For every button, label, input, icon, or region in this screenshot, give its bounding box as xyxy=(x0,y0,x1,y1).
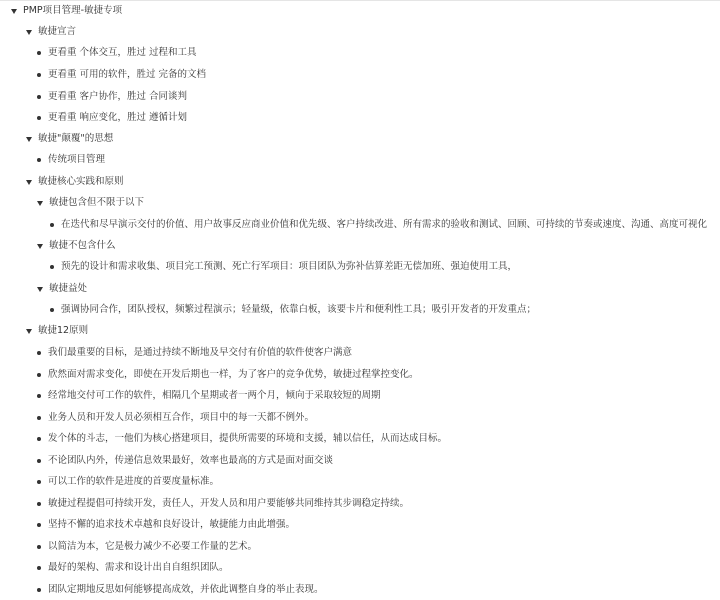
bullet-icon xyxy=(37,588,41,592)
caret-down-icon[interactable] xyxy=(11,9,17,14)
node-label: 敏捷宣言 xyxy=(38,26,77,37)
caret-down-icon[interactable] xyxy=(26,180,32,185)
caret-down-icon[interactable] xyxy=(26,137,32,142)
list-item-text: 经常地交付可工作的软件，相隔几个星期或者一两个月，倾向于采取较短的周期 xyxy=(48,390,381,401)
list-item xyxy=(37,560,229,576)
list-item-text: 坚持不懈的追求技术卓越和良好设计，敏捷能力由此增强。 xyxy=(48,519,296,530)
list-item xyxy=(37,45,197,61)
bullet-icon xyxy=(37,545,41,549)
list-item xyxy=(37,388,381,404)
caret-down-icon[interactable] xyxy=(37,244,43,249)
bullet-icon xyxy=(37,158,41,162)
list-item-text: 我们最重要的目标，是通过持续不断地及早交付有价值的软件使客户满意 xyxy=(48,347,353,358)
list-item xyxy=(37,67,206,83)
list-item-text: 团队定期地反思如何能够提高成效，并依此调整自身的举止表现。 xyxy=(48,584,324,595)
list-item-text: 欣然面对需求变化，即使在开发后期也一样，为了客户的竞争优势，敏捷过程掌控变化。 xyxy=(48,369,419,380)
list-item-text: 业务人员和开发人员必须相互合作，项目中的每一天都不例外。 xyxy=(48,412,315,423)
bullet-icon xyxy=(37,351,41,355)
list-item-text: 预先的设计和需求收集、项目完工预测、死亡行军项目：项目团队为弥补估算差距无偿加班、强迫使用工具， xyxy=(61,261,518,272)
top-divider xyxy=(0,0,720,1)
node-label: 敏捷益处 xyxy=(49,283,88,294)
bullet-icon xyxy=(37,566,41,570)
list-item-text: 更看重 客户协作，胜过 合同谈判 xyxy=(48,91,188,102)
list-item xyxy=(37,496,409,512)
outline-root[interactable] xyxy=(11,3,122,19)
caret-down-icon[interactable] xyxy=(26,30,32,35)
bullet-icon xyxy=(37,459,41,463)
outline-root-label: PMP项目管理-敏捷专项 xyxy=(23,5,123,16)
bullet-icon xyxy=(37,523,41,527)
bullet-icon xyxy=(50,223,54,227)
bullet-icon xyxy=(37,116,41,120)
list-item xyxy=(37,152,105,168)
node-label: 敏捷包含但不限于以下 xyxy=(49,197,145,208)
bullet-icon xyxy=(50,308,54,312)
bullet-icon xyxy=(37,95,41,99)
list-item-text: 更看重 响应变化，胜过 遵循计划 xyxy=(48,112,188,123)
outline-node-12-principles[interactable] xyxy=(26,323,88,339)
caret-down-icon[interactable] xyxy=(26,329,32,334)
list-item xyxy=(37,431,447,447)
list-item xyxy=(37,345,352,361)
list-item-text: 可以工作的软件是进度的首要度量标准。 xyxy=(48,476,220,487)
outline-node-core-practices[interactable] xyxy=(26,174,124,190)
outline-node-agile-manifesto[interactable] xyxy=(26,24,76,40)
list-item-text: 以简洁为本，它是极力减少不必要工作量的艺术。 xyxy=(48,541,258,552)
list-item xyxy=(50,259,517,275)
list-item-text: 在迭代和尽早演示交付的价值、用户故事反应商业价值和优先级、客户持续改进、所有需求的验收和测试、回顾、可持续的节奏或速度、沟通、高度可视化 xyxy=(61,219,708,230)
bullet-icon xyxy=(37,502,41,506)
bullet-icon xyxy=(37,73,41,77)
list-item-text: 传统项目管理 xyxy=(48,154,106,165)
bullet-icon xyxy=(37,394,41,398)
list-item-text: 强调协同合作，团队授权，频繁过程演示；轻量级，依靠白板，该要卡片和便利性工具；吸引开发者的开发重点； xyxy=(61,304,537,315)
caret-down-icon[interactable] xyxy=(37,201,43,206)
outline-node-excludes[interactable] xyxy=(37,238,116,254)
list-item xyxy=(37,367,419,383)
bullet-icon xyxy=(37,437,41,441)
list-item xyxy=(37,582,324,598)
caret-down-icon[interactable] xyxy=(37,287,43,292)
list-item xyxy=(37,474,219,490)
outline-node-includes[interactable] xyxy=(37,195,144,211)
list-item-text: 不论团队内外，传递信息效果最好，效率也最高的方式是面对面交谈 xyxy=(48,455,334,466)
list-item xyxy=(37,110,187,126)
bullet-icon xyxy=(37,51,41,55)
outline-node-benefits[interactable] xyxy=(37,281,87,297)
outline-node-agile-disruption[interactable] xyxy=(26,131,113,147)
bullet-icon xyxy=(37,416,41,420)
list-item-text: 敏捷过程提倡可持续开发，责任人，开发人员和用户要能够共同维持其步调稳定持续。 xyxy=(48,498,410,509)
list-item xyxy=(37,410,314,426)
list-item-text: 发个体的斗志，一他们为核心搭建项目，提供所需要的环境和支援，辅以信任，从而达成目标。 xyxy=(48,433,448,444)
bullet-icon xyxy=(37,480,41,484)
node-label: 敏捷12原则 xyxy=(38,325,89,336)
bullet-icon xyxy=(37,373,41,377)
node-label: 敏捷不包含什么 xyxy=(49,240,116,251)
list-item xyxy=(37,453,333,469)
list-item-text: 更看重 个体交互，胜过 过程和工具 xyxy=(48,47,197,58)
list-item-text: 最好的架构、需求和设计出自自组织团队。 xyxy=(48,562,229,573)
node-label: 敏捷"颠覆"的思想 xyxy=(38,133,114,144)
list-item-text: 更看重 可用的软件，胜过 完备的文档 xyxy=(48,69,207,80)
node-label: 敏捷核心实践和原则 xyxy=(38,176,124,187)
list-item xyxy=(37,539,257,555)
list-item xyxy=(50,302,536,318)
list-item xyxy=(37,517,295,533)
bullet-icon xyxy=(50,265,54,269)
list-item xyxy=(50,217,707,233)
list-item xyxy=(37,89,187,105)
